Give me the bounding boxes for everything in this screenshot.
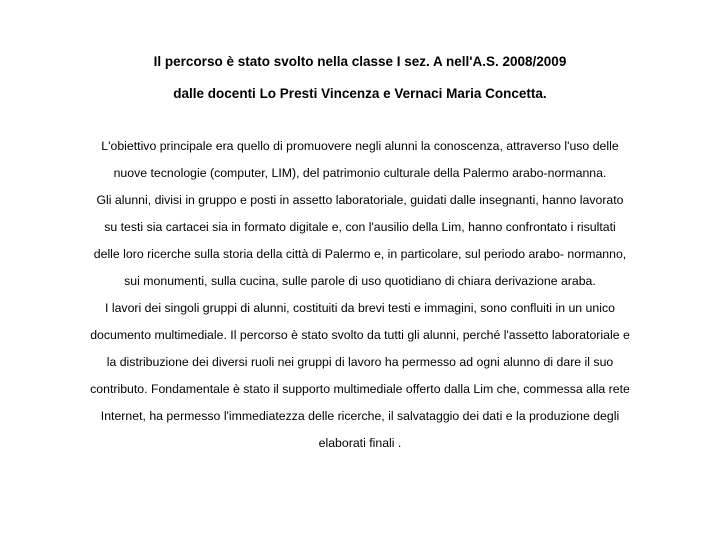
body-line: I lavori dei singoli gruppi di alunni, costituiti da brevi testi e immagini, sono confluiti in un unico [105, 301, 615, 315]
body-line: Internet, ha permesso l'immediatezza delle ricerche, il salvataggio dei dati e la produzione degli [100, 409, 620, 423]
body-line: documento multimediale. Il percorso è stato svolto da tutti gli alunni, perché l'assetto laboratoriale e [90, 328, 630, 342]
body-line: sui monumenti, sulla cucina, sulle parole di uso quotidiano di chiara derivazione araba. [124, 274, 596, 288]
body-line: su testi sia cartacei sia in formato digitale e, con l'ausilio della Lim, hanno confrontato i risultati [104, 220, 616, 234]
body-line: contributo. Fondamentale è stato il supporto multimediale offerto dalla Lim che, commessa alla rete [90, 382, 630, 396]
body-line: elaborati finali . [318, 436, 402, 450]
heading-block [40, 55, 680, 100]
body-line: Gli alunni, divisi in gruppo e posti in assetto laboratoriale, guidati dalle insegnanti, hanno lavorato [96, 193, 624, 207]
body-text-block [36, 133, 684, 457]
body-line: la distribuzione dei diversi ruoli nei gruppi di lavoro ha permesso ad ogni alunno di dare il suo [106, 355, 614, 369]
body-line: delle loro ricerche sulla storia della città di Palermo e, in particolare, sul periodo arabo- normanno, [93, 247, 627, 261]
body-line: nuove tecnologie (computer, LIM), del patrimonio culturale della Palermo arabo-normanna. [113, 166, 607, 180]
heading-line-1: Il percorso è stato svolto nella classe I sez. A nell'A.S. 2008/2009 [153, 54, 567, 69]
heading-line-2: dalle docenti Lo Presti Vincenza e Vernaci Maria Concetta. [173, 85, 547, 101]
body-line: L'obiettivo principale era quello di promuovere negli alunni la conoscenza, attraverso l'uso delle [101, 139, 619, 153]
